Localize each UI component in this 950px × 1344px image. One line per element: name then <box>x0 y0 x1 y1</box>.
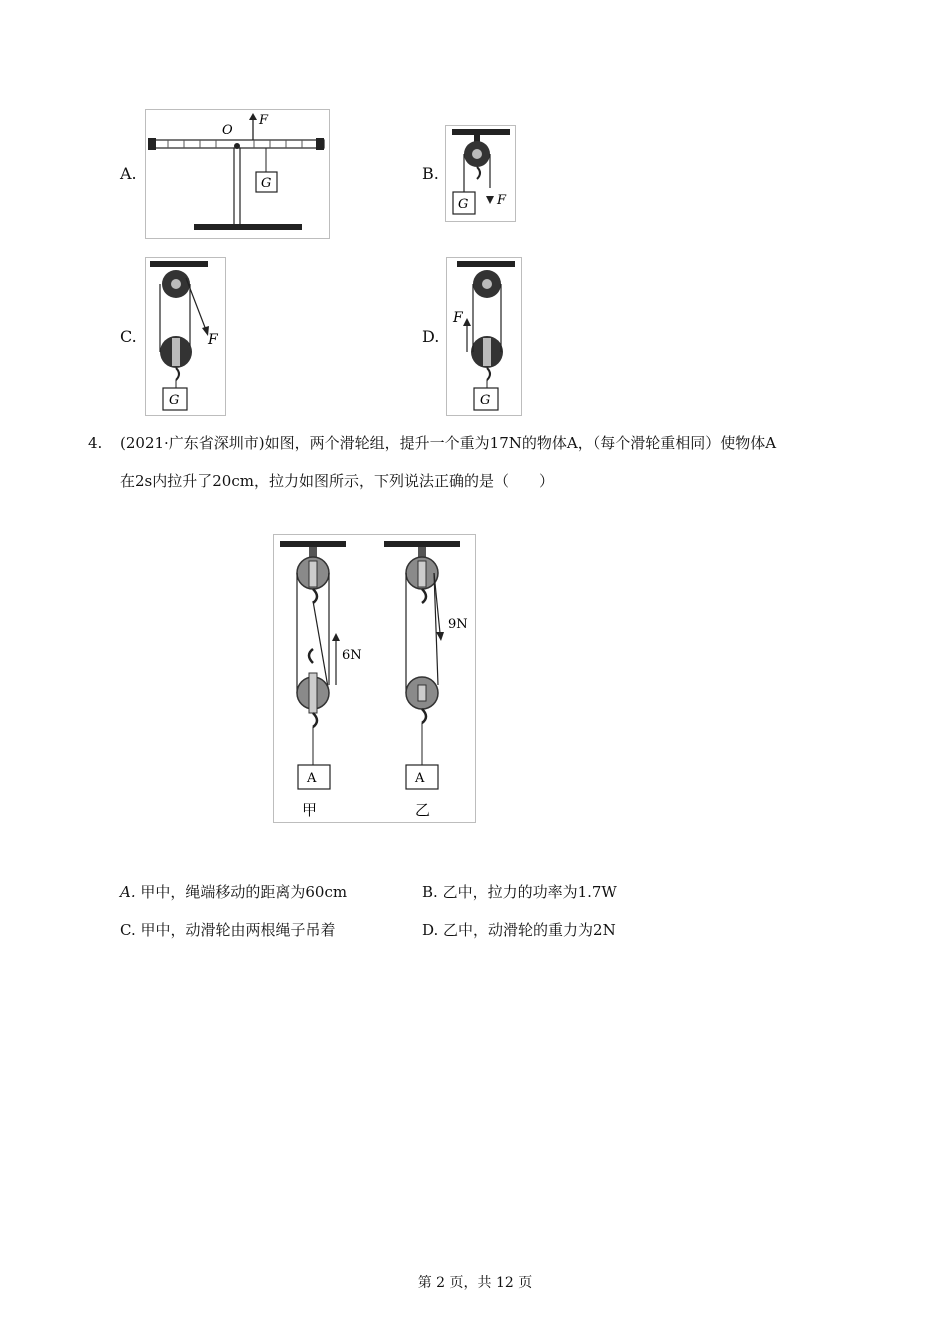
pulley-block-up-illustration <box>447 258 521 415</box>
lever-force-label: F <box>259 113 269 128</box>
left-force-label: 6N <box>342 648 362 663</box>
answer-option-b[interactable] <box>422 881 617 902</box>
question4-figure <box>273 534 476 823</box>
option-b-pulley-diagram <box>445 125 516 222</box>
option-b-letter: B. <box>422 164 439 183</box>
answer-option-c[interactable] <box>120 919 336 940</box>
option-d-pulley-block-diagram <box>446 257 522 416</box>
fixed-pulley-force-label: F <box>497 193 507 208</box>
pulley-c-weight-label: G <box>169 393 180 408</box>
answer-option-a[interactable] <box>120 881 347 902</box>
answer-option-c-text: 甲中，动滑轮由两根绳子吊着 <box>140 921 336 939</box>
answer-option-a-text: 甲中，绳端移动的距离为60cm <box>140 883 348 901</box>
pulley-c-force-label: F <box>208 332 218 348</box>
two-pulley-systems <box>274 535 475 822</box>
option-a-lever-diagram <box>145 109 330 239</box>
pulley-d-force-label: F <box>453 310 463 326</box>
fixed-pulley-illustration <box>446 126 515 221</box>
lever-illustration <box>146 110 329 238</box>
pulley-d-weight-label: G <box>480 393 491 408</box>
question-stem-line1: (2021·广东省深圳市)如图，两个滑轮组，提升一个重为17N的物体A，（每个滑轮重相同）使物体A <box>120 434 777 452</box>
answer-option-d-text: 乙中，动滑轮的重力为2N <box>443 921 616 939</box>
pulley-block-down-illustration <box>146 258 225 415</box>
page-footer: 第 2 页，共 12 页 <box>417 1275 533 1291</box>
answer-option-a-letter: A. <box>120 883 136 901</box>
answer-option-d[interactable] <box>422 919 616 940</box>
right-force-label: 9N <box>448 617 468 632</box>
answer-option-c-letter: C. <box>120 921 136 939</box>
lever-weight-label: G <box>261 176 272 191</box>
answer-option-b-text: 乙中，拉力的功率为1.7W <box>442 883 617 901</box>
right-ceiling <box>384 541 460 547</box>
question-stem-line2: 在2s内拉升了20cm，拉力如图所示，下列说法正确的是（ ） <box>120 472 554 490</box>
left-ceiling <box>280 541 346 547</box>
option-c-pulley-block-diagram <box>145 257 226 416</box>
answer-option-d-letter: D. <box>422 921 439 939</box>
option-a-letter: A. <box>120 164 137 183</box>
right-block-label: A <box>415 771 425 786</box>
right-caption: 乙 <box>415 801 431 819</box>
left-caption: 甲 <box>302 801 318 819</box>
question-number: 4. <box>88 434 103 452</box>
left-block-label: A <box>307 771 317 786</box>
answer-option-b-letter: B. <box>422 883 438 901</box>
option-d-letter: D. <box>422 327 440 346</box>
lever-pivot-label: O <box>222 123 233 138</box>
fixed-pulley-weight-label: G <box>458 197 469 212</box>
option-c-letter: C. <box>120 327 137 346</box>
